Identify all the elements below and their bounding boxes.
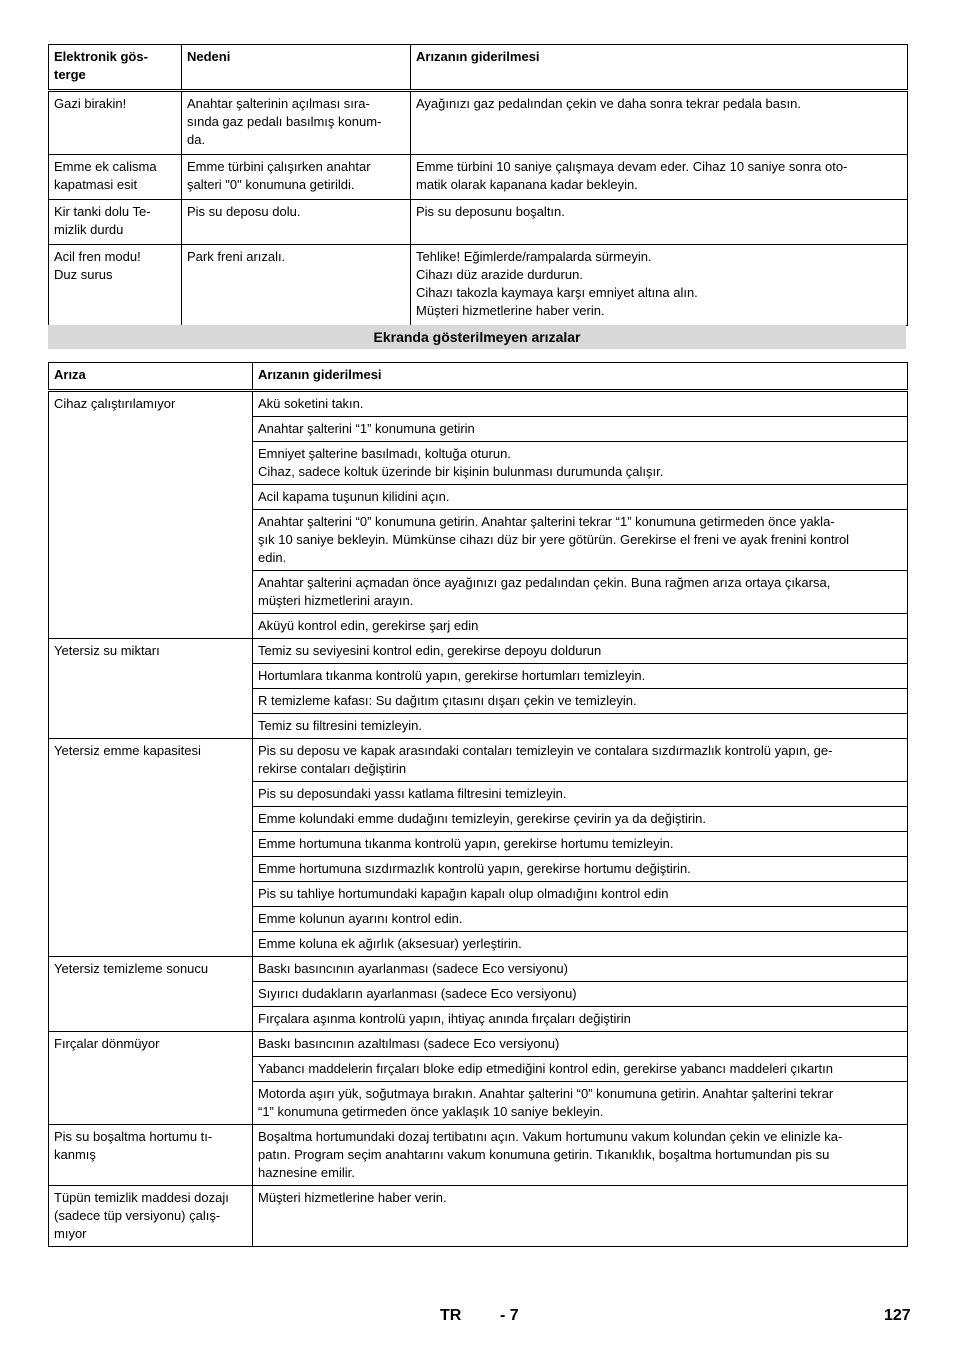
table-row <box>49 639 908 664</box>
fault-remedy: Fırçalara aşınma kontrolü yapın, ihtiyaç anında fırçaları değiştirin <box>253 1007 908 1032</box>
table-row <box>49 739 908 782</box>
fault-remedy: Temiz su filtresini temizleyin. <box>253 714 908 739</box>
fault-remedy: Sıyırıcı dudakların ayarlanması (sadece Eco versiyonu) <box>253 982 908 1007</box>
fault-remedy: Emniyet şalterine basılmadı, koltuğa oturun. Cihaz, sadece koltuk üzerinde bir kişinin bulunması durumunda çalışır. <box>253 442 908 485</box>
column-header-fault: Arıza <box>49 363 253 391</box>
display-message: Acil fren modu! Duz surus <box>49 245 182 326</box>
fault-remedy: Boşaltma hortumundaki dozaj tertibatını açın. Vakum hortumunu vakum kolundan çekin ve elinizle ka- patın. Program seçim anahtarını vakum konumuna getirin. Tıkanıklık, boşaltma hortumundan pis su haznesine emilir. <box>253 1125 908 1186</box>
fault-remedy: Aküyü kontrol edin, gerekirse şarj edin <box>253 614 908 639</box>
fault-remedy: Müşteri hizmetlerine haber verin. <box>253 1186 908 1247</box>
table-row <box>49 200 908 245</box>
fault-name: Yetersiz temizleme sonucu <box>49 957 253 1032</box>
fault-name: Tüpün temizlik maddesi dozajı (sadece tüp versiyonu) çalış- mıyor <box>49 1186 253 1247</box>
fault-remedy: Akü soketini takın. <box>253 391 908 417</box>
fault-remedy: Temiz su seviyesini kontrol edin, gerekirse depoyu doldurun <box>253 639 908 664</box>
fault-remedy: R temizleme kafası: Su dağıtım çıtasını dışarı çekin ve temizleyin. <box>253 689 908 714</box>
fault-remedy: Anahtar şalterini “1” konumuna getirin <box>253 417 908 442</box>
table-header-row <box>49 363 908 391</box>
fault-cause: Pis su deposu dolu. <box>182 200 411 245</box>
display-message: Gazi birakin! <box>49 91 182 155</box>
fault-remedy: Anahtar şalterini “0” konumuna getirin. Anahtar şalterini tekrar “1” konumuna getirmeden önce yakla- şık 10 saniye bekleyin. Mümkünse cihazı düz bir yere götürün. Gerekirse el freni ve ayak frenini kontrol edin. <box>253 510 908 571</box>
undisplayed-faults-table <box>48 362 908 1247</box>
fault-remedy: Anahtar şalterini açmadan önce ayağınızı gaz pedalından çekin. Buna rağmen arıza ortaya çıkarsa, müşteri hizmetlerini arayın. <box>253 571 908 614</box>
fault-remedy: Baskı basıncının azaltılması (sadece Eco versiyonu) <box>253 1032 908 1057</box>
fault-remedy: Yabancı maddelerin fırçaları bloke edip etmediğini kontrol edin, gerekirse yabancı maddeleri çıkartın <box>253 1057 908 1082</box>
table-row <box>49 1032 908 1057</box>
fault-remedy: Ayağınızı gaz pedalından çekin ve daha sonra tekrar pedala basın. <box>411 91 908 155</box>
table-row <box>49 245 908 326</box>
table-row <box>49 155 908 200</box>
fault-remedy: Acil kapama tuşunun kilidini açın. <box>253 485 908 510</box>
fault-groups <box>49 391 908 1247</box>
fault-remedy: Hortumlara tıkanma kontrolü yapın, gerekirse hortumları temizleyin. <box>253 664 908 689</box>
footer-sub-page: - 7 <box>500 1307 519 1324</box>
fault-remedy: Emme hortumuna sızdırmazlık kontrolü yapın, gerekirse hortumu değiştirin. <box>253 857 908 882</box>
fault-remedy: Emme kolunun ayarını kontrol edin. <box>253 907 908 932</box>
table-row <box>49 391 908 417</box>
fault-remedy: Pis su deposunu boşaltın. <box>411 200 908 245</box>
column-header-display: Elektronik gös- terge <box>49 45 182 91</box>
fault-remedy: Pis su deposundaki yassı katlama filtresini temizleyin. <box>253 782 908 807</box>
fault-remedy: Pis su deposu ve kapak arasındaki contaları temizleyin ve contalara sızdırmazlık kontrolü yapın, ge- rekirse contaları değiştirin <box>253 739 908 782</box>
fault-name: Yetersiz emme kapasitesi <box>49 739 253 957</box>
fault-remedy: Pis su tahliye hortumundaki kapağın kapalı olup olmadığını kontrol edin <box>253 882 908 907</box>
column-header-cause: Nedeni <box>182 45 411 91</box>
display-message: Kir tanki dolu Te- mizlik durdu <box>49 200 182 245</box>
fault-cause: Emme türbini çalışırken anahtar şalteri "0" konumuna getirildi. <box>182 155 411 200</box>
table-row <box>49 957 908 982</box>
section-heading: Ekranda gösterilmeyen arızalar <box>48 325 906 349</box>
fault-name: Yetersiz su miktarı <box>49 639 253 739</box>
fault-name: Pis su boşaltma hortumu tı- kanmış <box>49 1125 253 1186</box>
column-header-remedy: Arızanın giderilmesi <box>411 45 908 91</box>
fault-remedy: Motorda aşırı yük, soğutmaya bırakın. Anahtar şalterini “0” konumuna getirin. Anahtar şalterini tekrar “1” konumuna getirmeden önce yaklaşık 10 saniye bekleyin. <box>253 1082 908 1125</box>
fault-remedy: Emme hortumuna tıkanma kontrolü yapın, gerekirse hortumu temizleyin. <box>253 832 908 857</box>
column-header-remedy: Arızanın giderilmesi <box>253 363 908 391</box>
fault-cause: Anahtar şalterinin açılması sıra- sında gaz pedalı basılmış konum- da. <box>182 91 411 155</box>
fault-remedy: Baskı basıncının ayarlanması (sadece Eco versiyonu) <box>253 957 908 982</box>
fault-remedy: Emme kolundaki emme dudağını temizleyin, gerekirse çevirin ya da değiştirin. <box>253 807 908 832</box>
fault-cause: Park freni arızalı. <box>182 245 411 326</box>
fault-name: Cihaz çalıştırılamıyor <box>49 391 253 639</box>
footer-language: TR <box>440 1307 462 1324</box>
footer-page-number: 127 <box>884 1307 911 1324</box>
display-message: Emme ek calisma kapatmasi esit <box>49 155 182 200</box>
fault-name: Fırçalar dönmüyor <box>49 1032 253 1125</box>
table-header-row <box>49 45 908 91</box>
display-faults-table <box>48 44 908 326</box>
fault-remedy: Emme koluna ek ağırlık (aksesuar) yerleştirin. <box>253 932 908 957</box>
table-row <box>49 91 908 155</box>
fault-remedy: Emme türbini 10 saniye çalışmaya devam eder. Cihaz 10 saniye sonra oto- matik olarak kapanana kadar bekleyin. <box>411 155 908 200</box>
fault-remedy: Tehlike! Eğimlerde/rampalarda sürmeyin. Cihazı düz arazide durdurun. Cihazı takozla kaymaya karşı emniyet altına alın. Müşteri hizmetlerine haber verin. <box>411 245 908 326</box>
table-row <box>49 1186 908 1247</box>
table-row <box>49 1125 908 1186</box>
